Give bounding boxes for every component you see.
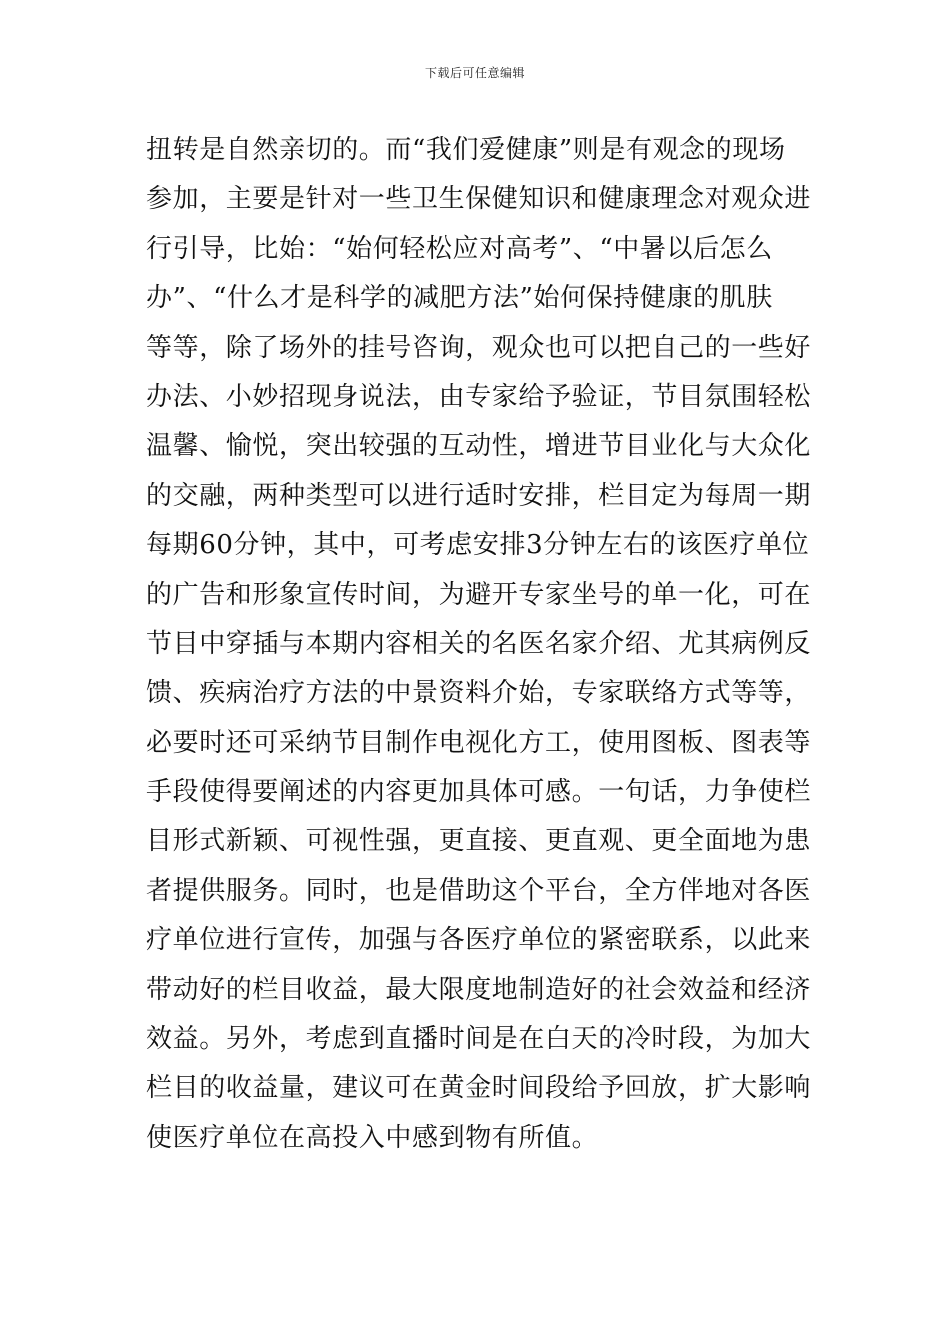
text-line: 参加，主要是针对一些卫生保健知识和健康理念对观众进: [146, 184, 812, 215]
text-line: 行引导，比始：“始何轻松应对高考”、“中暑以后怎么: [146, 233, 773, 264]
text-line: 带动好的栏目收益，最大限度地制造好的社会效益和经济: [146, 974, 812, 1005]
text-line: 疗单位进行宣传，加强与各医疗单位的紧密联系，以此来: [146, 925, 812, 956]
text-line: 效益。另外，考虑到直播时间是在白天的冷时段，为加大: [146, 1024, 812, 1055]
text-line: 栏目的收益量，建议可在黄金时间段给予回放，扩大影响: [146, 1073, 812, 1104]
text-line: 等等，除了场外的挂号咨询，观众也可以把自己的一些好: [146, 332, 812, 363]
text-line: 必要时还可采纳节目制作电视化方工，使用图板、图表等: [146, 727, 812, 758]
text-line: 的交融，两种类型可以进行适时安排，栏目定为每周一期: [146, 480, 812, 511]
text-line: 的广告和形象宣传时间，为避开专家坐号的单一化，可在: [146, 579, 812, 610]
text-line: 办”、“什么才是科学的减肥方法”始何保持健康的肌肤: [146, 283, 773, 314]
text-line: 节目中穿插与本期内容相关的名医名家介绍、尤其病例反: [146, 628, 812, 659]
text-line: 温馨、愉悦，突出较强的互动性，增进节目业化与大众化: [146, 431, 812, 462]
text-line: 目形式新颖、可视性强，更直接、更直观、更全面地为患: [146, 826, 812, 857]
page-header: 下载后可任意编辑: [424, 66, 525, 80]
text-line: 手段使得要阐述的内容更加具体可感。一句话，力争使栏: [146, 777, 812, 808]
text-line: 馈、疾病治疗方法的中景资料介始，专家联络方式等等，: [146, 678, 812, 709]
text-line: 者提供服务。同时，也是借助这个平台，全方伴地对各医: [146, 875, 812, 906]
body-text: [146, 126, 812, 1163]
text-line: 办法、小妙招现身说法，由专家给予验证，节目氛围轻松: [146, 381, 812, 412]
text-line: 使医疗单位在高投入中感到物有所值。: [146, 1122, 599, 1153]
text-line: 扭转是自然亲切的。而“我们爱健康”则是有观念的现场: [146, 135, 786, 165]
text-line: 每期60分钟，其中，可考虑安排3分钟左右的该医疗单位: [146, 530, 810, 561]
